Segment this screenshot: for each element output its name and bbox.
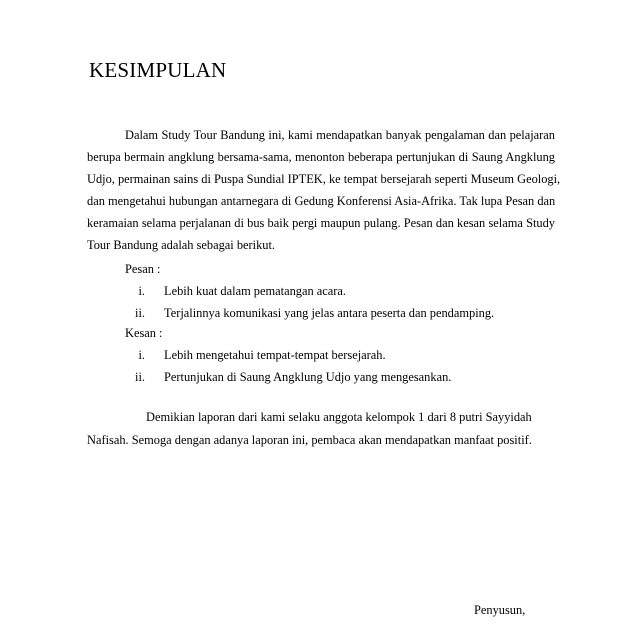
paragraph-line: berupa bermain angklung bersama-sama, menonton beberapa pertunjukan di Saung Angklung bbox=[87, 150, 555, 164]
paragraph-line: Demikian laporan dari kami selaku anggota kelompok 1 dari 8 putri Sayyidah bbox=[146, 410, 532, 424]
kesan-label: Kesan : bbox=[125, 326, 163, 340]
page-title: KESIMPULAN bbox=[89, 58, 227, 82]
paragraph-line: Tour Bandung adalah sebagai berikut. bbox=[87, 238, 276, 252]
paragraph-line: Udjo, permainan sains di Puspa Sundial IPTEK, ke tempat bersejarah seperti Museum Geologi, bbox=[87, 172, 561, 186]
list-text: Lebih kuat dalam pematangan acara. bbox=[164, 284, 346, 298]
list-number: ii. bbox=[135, 370, 145, 384]
list-text: Pertunjukan di Saung Angklung Udjo yang mengesankan. bbox=[164, 370, 452, 384]
pesan-label: Pesan : bbox=[125, 262, 161, 276]
paragraph-intro bbox=[87, 124, 561, 256]
list-text: Lebih mengetahui tempat-tempat bersejarah. bbox=[164, 348, 386, 362]
paragraph-line: Dalam Study Tour Bandung ini, kami mendapatkan banyak pengalaman dan pelajaran bbox=[125, 128, 555, 142]
list-number: ii. bbox=[135, 306, 145, 320]
list-number: i. bbox=[138, 348, 145, 362]
list-number: i. bbox=[138, 284, 145, 298]
paragraph-line: dan mengetahui hubungan antarnegara di Gedung Konferensi Asia-Afrika. Tak lupa Pesan dan bbox=[87, 194, 556, 208]
signature-label: Penyusun, bbox=[474, 603, 526, 617]
paragraph-line: keramaian selama perjalanan di bus baik pergi maupun pulang. Pesan dan kesan selama Study bbox=[87, 216, 555, 230]
list-text: Terjalinnya komunikasi yang jelas antara peserta dan pendamping. bbox=[164, 306, 495, 320]
paragraph-closing bbox=[87, 406, 537, 452]
paragraph-line: Nafisah. Semoga dengan adanya laporan ini, pembaca akan mendapatkan manfaat positif. bbox=[87, 433, 532, 447]
